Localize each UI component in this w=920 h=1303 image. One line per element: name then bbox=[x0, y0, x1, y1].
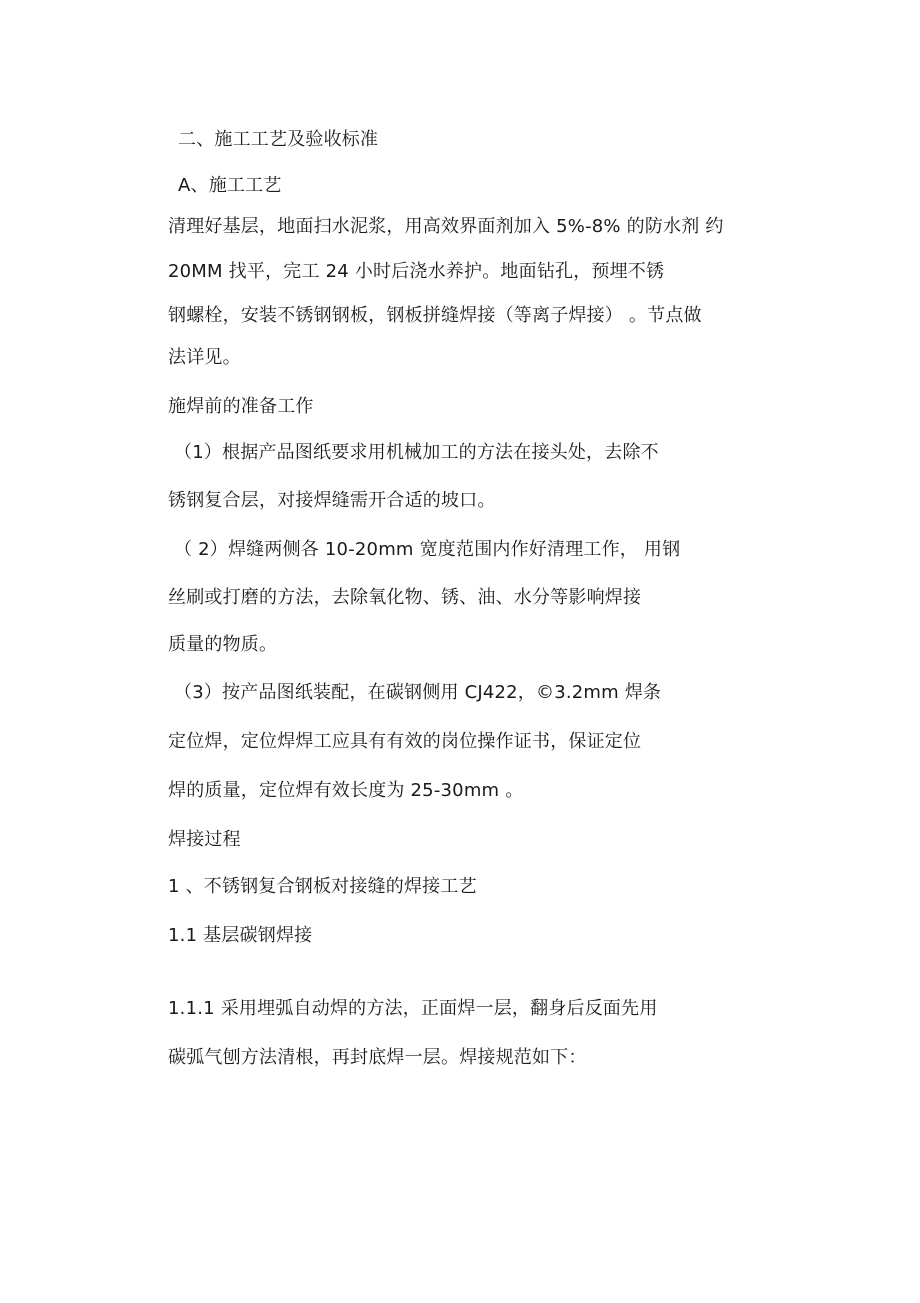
subsection-heading: A、施工工艺 bbox=[178, 175, 282, 196]
list-item: （1）根据产品图纸要求用机械加工的方法在接头处，去除不 bbox=[174, 442, 659, 463]
numbered-heading: 1 、不锈钢复合钢板对接缝的焊接工艺 bbox=[168, 876, 477, 897]
paragraph-line: 碳弧气刨方法清根，再封底焊一层。焊接规范如下： bbox=[168, 1047, 587, 1068]
paragraph-line: 20MM 找平，完工 24 小时后浇水养护。地面钻孔，预埋不锈 bbox=[168, 261, 665, 282]
numbered-paragraph: 1.1.1 采用埋弧自动焊的方法，正面焊一层，翻身后反面先用 bbox=[168, 998, 658, 1019]
numbered-heading: 1.1 基层碳钢焊接 bbox=[168, 925, 313, 946]
list-item-continuation: 焊的质量，定位焊有效长度为 25-30mm 。 bbox=[168, 780, 524, 801]
list-item-continuation: 丝刷或打磨的方法，去除氧化物、锈、油、水分等影响焊接 bbox=[168, 587, 642, 608]
list-item-continuation: 定位焊，定位焊焊工应具有有效的岗位操作证书，保证定位 bbox=[168, 731, 642, 752]
section-heading: 施焊前的准备工作 bbox=[168, 396, 314, 417]
section-heading: 焊接过程 bbox=[168, 829, 241, 850]
paragraph-line: 钢螺栓，安装不锈钢钢板，钢板拼缝焊接（等离子焊接） 。节点做 bbox=[168, 305, 702, 326]
list-item: （ 2）焊缝两侧各 10-20mm 宽度范围内作好清理工作， 用钢 bbox=[174, 539, 681, 560]
paragraph-line: 法详见。 bbox=[168, 347, 241, 368]
list-item: （3）按产品图纸装配，在碳钢侧用 CJ422，©3.2mm 焊条 bbox=[174, 682, 662, 703]
section-heading: 二、施工工艺及验收标准 bbox=[178, 129, 379, 150]
paragraph-line: 清理好基层，地面扫水泥浆，用高效界面剂加入 5%-8% 的防水剂 约 bbox=[168, 216, 724, 237]
list-item-continuation: 质量的物质。 bbox=[168, 634, 278, 655]
list-item-continuation: 锈钢复合层，对接焊缝需开合适的坡口。 bbox=[168, 490, 496, 511]
